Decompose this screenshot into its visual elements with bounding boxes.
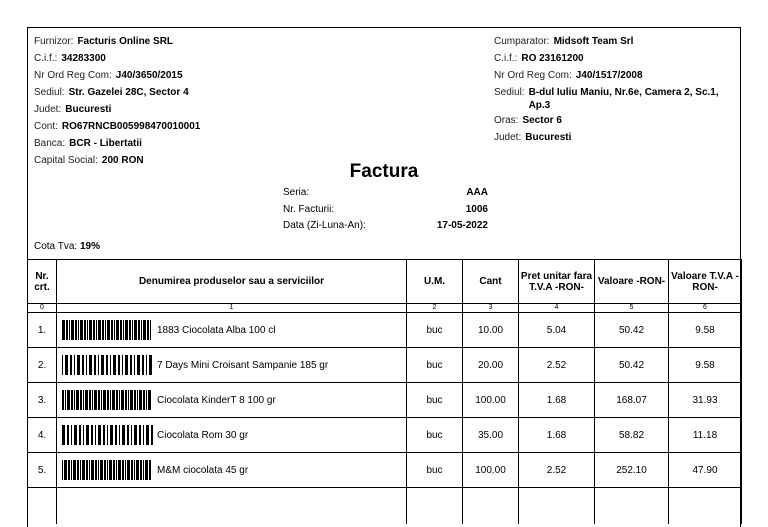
product-name: Ciocolata Rom 30 gr [157, 429, 249, 441]
header-value: Valoare -RON- [595, 260, 669, 304]
supplier-info [34, 33, 334, 169]
header-unit-price: Pret unitar fara T.V.A -RON- [519, 260, 595, 304]
vat-value: 19% [79, 241, 100, 252]
line-vat: 31.93 [669, 383, 742, 418]
line-value: 50.42 [595, 313, 669, 348]
quantity: 35.00 [463, 418, 519, 453]
table-row [28, 348, 742, 383]
invoice-date: 17-05-2022 [436, 220, 488, 231]
unit-price: 1.68 [519, 418, 595, 453]
supplier-county-label: Judet: [34, 104, 62, 115]
supplier-county: Bucuresti [65, 104, 112, 115]
unit-of-measure: buc [407, 348, 463, 383]
table-row [28, 313, 742, 348]
quantity: 100.00 [463, 383, 519, 418]
barcode-icon [62, 390, 154, 410]
empty-cell [519, 488, 595, 525]
empty-cell [595, 488, 669, 525]
barcode-icon [62, 355, 154, 375]
line-vat: 9.58 [669, 348, 742, 383]
series-value: AAA [466, 187, 488, 198]
empty-cell [57, 488, 407, 525]
line-vat: 11.18 [669, 418, 742, 453]
product-cell [57, 453, 407, 488]
line-value: 168.07 [595, 383, 669, 418]
buyer-county-label: Judet: [494, 132, 522, 143]
product-cell [57, 418, 407, 453]
table-header-row [28, 260, 742, 304]
empty-cell [463, 488, 519, 525]
buyer-info [494, 33, 734, 146]
barcode-icon [62, 320, 154, 340]
quantity: 100.00 [463, 453, 519, 488]
supplier-name: Facturis Online SRL [77, 36, 174, 47]
invoice-meta [283, 185, 488, 235]
series-label: Seria: [283, 187, 310, 198]
row-number: 1. [28, 313, 57, 348]
product-cell [57, 348, 407, 383]
table-row [28, 453, 742, 488]
unit-of-measure: buc [407, 313, 463, 348]
line-vat: 9.58 [669, 313, 742, 348]
column-index-row [28, 304, 742, 313]
column-index: 2 [407, 304, 463, 313]
empty-cell [669, 488, 742, 525]
supplier-bank-label: Banca: [34, 138, 66, 149]
product-name: M&M ciocolata 45 gr [157, 464, 249, 476]
buyer-county: Bucuresti [525, 132, 572, 143]
invoice-title: Factura [349, 161, 419, 182]
column-index: 1 [57, 304, 407, 313]
product-name: 1883 Ciocolata Alba 100 cl [157, 324, 276, 336]
invoice-date-label: Data (Zi-Luna-An): [283, 220, 366, 231]
unit-price: 2.52 [519, 348, 595, 383]
supplier-seat-label: Sediul: [34, 87, 65, 98]
header-qty: Cant [463, 260, 519, 304]
supplier-bank: BCR - Libertatii [69, 138, 142, 149]
unit-price: 2.52 [519, 453, 595, 488]
vat-label: Cota Tva: [34, 241, 78, 252]
supplier-reg-label: Nr Ord Reg Com: [34, 70, 112, 81]
unit-price: 1.68 [519, 383, 595, 418]
invoice-number-label: Nr. Facturii: [283, 203, 335, 215]
supplier-account-label: Cont: [34, 121, 58, 132]
column-index: 3 [463, 304, 519, 313]
product-cell [57, 383, 407, 418]
row-number: 2. [28, 348, 57, 383]
row-number: 3. [28, 383, 57, 418]
buyer-cif-label: C.i.f.: [494, 53, 518, 64]
column-index: 0 [28, 304, 57, 313]
unit-price: 5.04 [519, 313, 595, 348]
row-number: 4. [28, 418, 57, 453]
header-nr: Nr. crt. [28, 260, 57, 304]
quantity: 20.00 [463, 348, 519, 383]
invoice-page [27, 27, 741, 527]
buyer-seat-label: Sediul: [494, 87, 525, 98]
line-vat: 47.90 [669, 453, 742, 488]
unit-of-measure: buc [407, 418, 463, 453]
supplier-reg: J40/3650/2015 [115, 70, 183, 81]
row-number: 5. [28, 453, 57, 488]
barcode-icon [62, 425, 154, 445]
supplier-cif-label: C.i.f.: [34, 53, 58, 64]
line-value: 50.42 [595, 348, 669, 383]
vat-rate [34, 241, 100, 252]
buyer-reg-label: Nr Ord Reg Com: [494, 70, 572, 81]
buyer-cif: RO 23161200 [521, 53, 584, 64]
unit-of-measure: buc [407, 383, 463, 418]
column-index: 6 [669, 304, 742, 313]
header-um: U.M. [407, 260, 463, 304]
unit-of-measure: buc [407, 453, 463, 488]
table-row [28, 383, 742, 418]
line-value: 252.10 [595, 453, 669, 488]
line-value: 58.82 [595, 418, 669, 453]
empty-cell [407, 488, 463, 525]
buyer-reg: J40/1517/2008 [575, 70, 643, 81]
product-cell [57, 313, 407, 348]
buyer-city-label: Oras: [494, 115, 519, 126]
invoice-number: 1006 [465, 203, 488, 215]
table-row [28, 418, 742, 453]
products-table [27, 259, 742, 524]
header-vat-value: Valoare T.V.A -RON- [669, 260, 742, 304]
column-index: 5 [595, 304, 669, 313]
supplier-seat: Str. Gazelei 28C, Sector 4 [68, 87, 189, 98]
empty-row [28, 488, 742, 525]
buyer-name-label: Cumparator: [494, 36, 550, 47]
supplier-name-label: Furnizor: [34, 36, 74, 47]
buyer-name: Midsoft Team Srl [553, 36, 634, 47]
buyer-seat: B-dul Iuliu Maniu, Nr.6e, Camera 2, Sc.1, Ap.3 [528, 87, 719, 111]
empty-cell [28, 488, 57, 525]
supplier-cif: 34283300 [61, 53, 106, 64]
barcode-icon [62, 460, 154, 480]
quantity: 10.00 [463, 313, 519, 348]
buyer-city: Sector 6 [522, 115, 562, 126]
supplier-capital-label: Capital Social: [34, 155, 98, 166]
supplier-capital: 200 RON [101, 155, 144, 166]
column-index: 4 [519, 304, 595, 313]
product-name: 7 Days Mini Croisant Sampanie 185 gr [157, 359, 329, 371]
product-name: Ciocolata KinderT 8 100 gr [157, 394, 276, 406]
supplier-account: RO67RNCB005998470010001 [61, 121, 201, 132]
header-name: Denumirea produselor sau a serviciilor [57, 260, 407, 304]
